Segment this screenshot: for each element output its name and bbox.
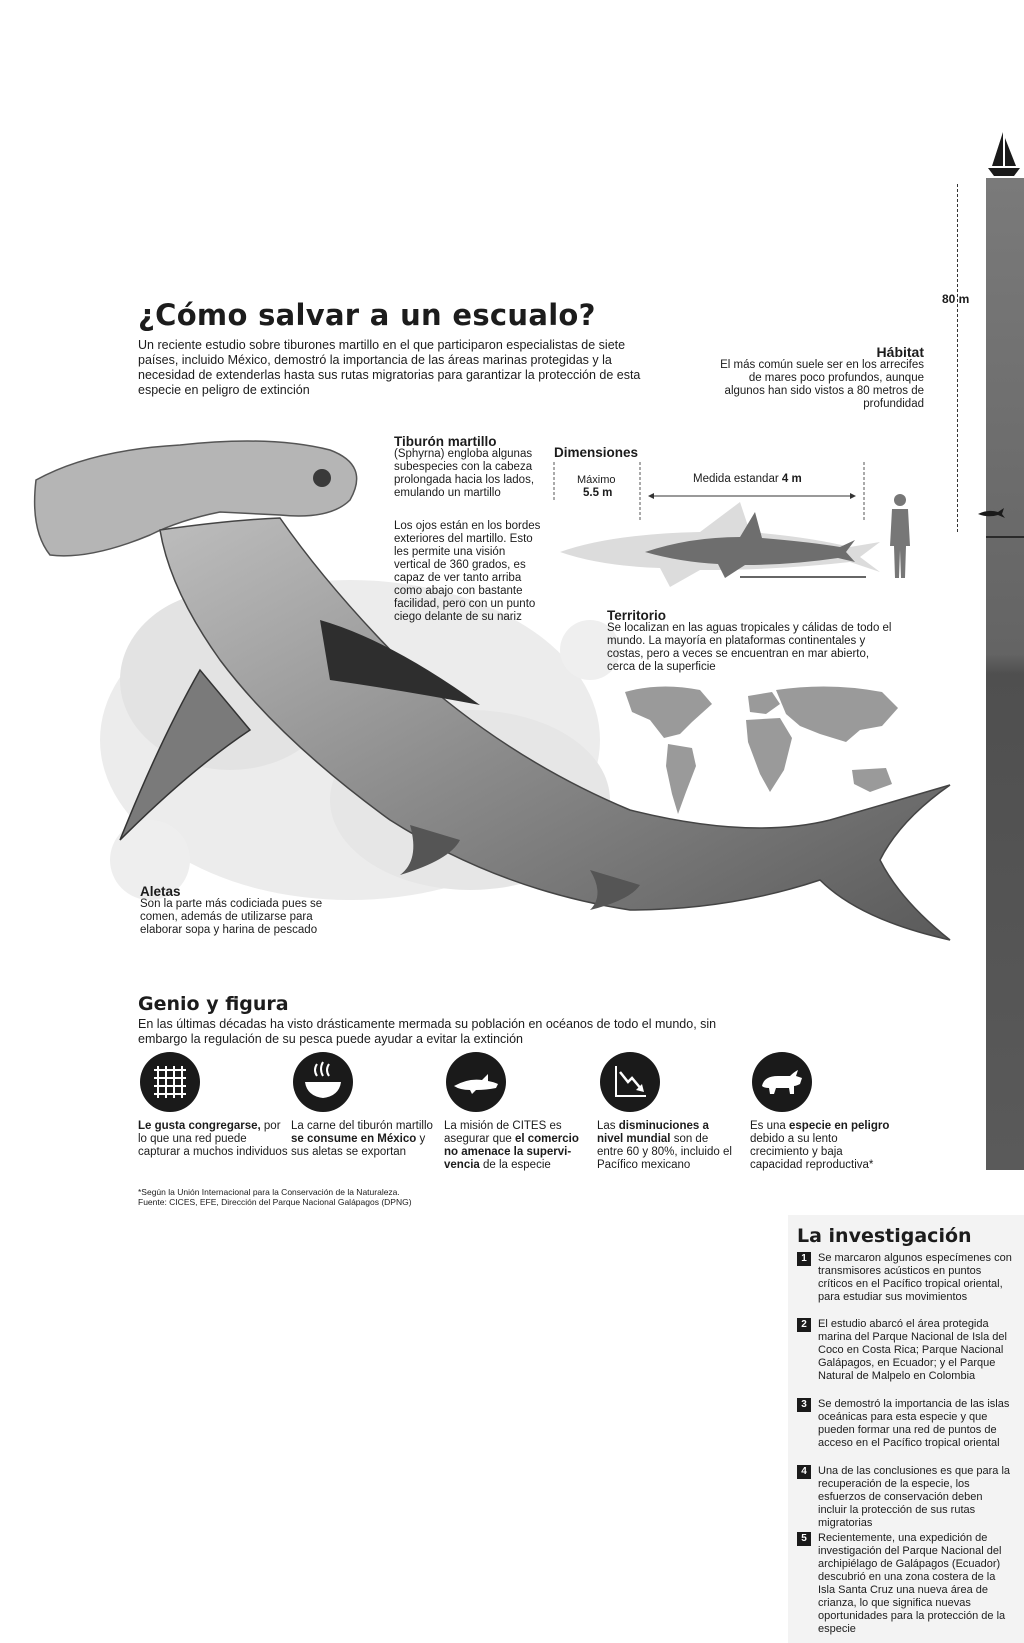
footnote: *Según la Unión Internacional para la Conservación de la Naturaleza.: [138, 1187, 400, 1197]
dimensions-max-label: Máximo: [577, 474, 616, 486]
depth-label: 80 m: [942, 292, 970, 306]
item-text: El estudio abarcó el área protegida marina del Parque Nacional de Isla del Coco en Costa Rica; Parque Nacional Galápagos, en Ecuador; y el Parque Natural de Malpelo en Colombia: [818, 1318, 1007, 1382]
dimensions-standard-label: Medida estandar: [693, 473, 779, 485]
shark-description: (Sphyrna) engloba algunas subespecies con la cabeza prolongada hacia los lados, emulando un martillo: [394, 448, 535, 499]
dimensions-max-value: 5.5 m: [583, 487, 613, 499]
page-title: ¿Cómo salvar a un escualo?: [138, 298, 596, 332]
item-text: Se marcaron algunos especímenes con transmisores acústicos en puntos críticos en el Pacífico tropical oriental, para estudiar sus movimientos: [818, 1252, 1012, 1303]
depth-marker-line: [986, 536, 1024, 538]
item-number: 1: [797, 1252, 811, 1266]
habitat-title: Hábitat: [876, 344, 924, 360]
dimensions-title: Dimensiones: [554, 445, 639, 460]
sailboat-icon: [986, 128, 1022, 178]
shark-icon: [446, 1052, 506, 1112]
notes: [138, 1187, 412, 1207]
investigation-item: [797, 1465, 1012, 1530]
fact-4-text: Las disminuciones a nivel mundial son de entre 60 y 80%, incluido el Pacífico mexicano: [597, 1120, 732, 1171]
item-text: Una de las conclusiones es que para la recuperación de la especie, los esfuerzos de conservación deben incluir la protección de sus rutas migratorias: [818, 1465, 1011, 1529]
item-text: Se demostró la importancia de las islas oceánicas para esta especie y que pueden formar una red de puntos de acceso en el Pacífico tropical oriental: [818, 1398, 1010, 1449]
habitat-text: El más común suele ser en los arrecifes de mares poco profundos, aunque algunos han sido vistos a 80 metros de profundidad: [720, 359, 924, 410]
fact-2-text: La carne del tiburón martillo se consume en México y sus aletas se exportan: [291, 1120, 433, 1158]
item-text: Recientemente, una expedición de investigación del Parque Nacional del archipiélago de Galápagos (Ecuador) descubrió en una zona costera de la Isla Santa Cruz una nueva área de crianza, lo que significa nuevas oportunidades para la protección de la especie: [818, 1532, 1006, 1635]
net-icon: [140, 1052, 200, 1112]
shark-title: Tiburón martillo: [394, 434, 497, 449]
genio-text: En las últimas décadas ha visto drásticamente mermada su población en océanos de todo el mundo, sin embargo la regulación de su pesca puede ayudar a evitar la extinción: [138, 1017, 717, 1046]
investigation-item: [797, 1398, 1012, 1450]
fact-5-text: Es una especie en peligro debido a su lento crecimiento y baja capacidad reproductiva*: [750, 1120, 890, 1171]
item-number: 2: [797, 1318, 811, 1332]
fact-3-text: La misión de CITES es asegurar que el comercio no amenace la supervi-vencia de la especie: [444, 1120, 579, 1171]
item-number: 5: [797, 1532, 811, 1546]
soup-bowl-icon: [293, 1052, 353, 1112]
dimensions-diagram: [550, 462, 930, 598]
item-number: 3: [797, 1398, 811, 1412]
investigation-item: [797, 1252, 1012, 1304]
decline-chart-icon: [600, 1052, 660, 1112]
territory-title: Territorio: [607, 608, 667, 623]
shark-eyes-text: Los ojos están en los bordes exteriores del martillo. Esto les permite una visión vertical de 360 grados, es capaz de ver tanto arriba como abajo con bastante facilidad, pero con un punto ciego delante de su nariz: [394, 520, 541, 623]
source: Fuente: CICES, EFE, Dirección del Parque Nacional Galápagos (DPNG): [138, 1197, 412, 1207]
item-number: 4: [797, 1465, 811, 1479]
ocean-depth-column: [986, 178, 1024, 1170]
intro-text: Un reciente estudio sobre tiburones martillo en el que participaron especialistas de siete países, incluido México, demostró la importancia de las áreas marinas protegidas y la necesidad de extenderlas hasta sus rutas migratorias para garantizar la protección de esta especie en peligro de extinción: [138, 338, 641, 397]
investigation-item: [797, 1532, 1012, 1636]
genio-title: Genio y figura: [138, 993, 289, 1015]
fact-1-text: Le gusta congregarse, por lo que una red puede capturar a muchos individuos: [138, 1120, 288, 1158]
rhino-icon: [752, 1052, 812, 1112]
dimensions-standard-value: 4 m: [781, 473, 802, 485]
fins-title: Aletas: [140, 884, 181, 899]
world-map: [620, 682, 920, 820]
fins-text: Son la parte más codiciada pues se comen, además de utilizarse para elaborar sopa y harina de pescado: [140, 898, 323, 936]
investigation-title: La investigación: [797, 1225, 972, 1247]
territory-text: Se localizan en las aguas tropicales y cálidas de todo el mundo. La mayoría en plataformas continentales y costas, pero a veces se encuentran en mar abierto, cerca de la superficie: [607, 622, 892, 673]
investigation-item: [797, 1318, 1012, 1383]
